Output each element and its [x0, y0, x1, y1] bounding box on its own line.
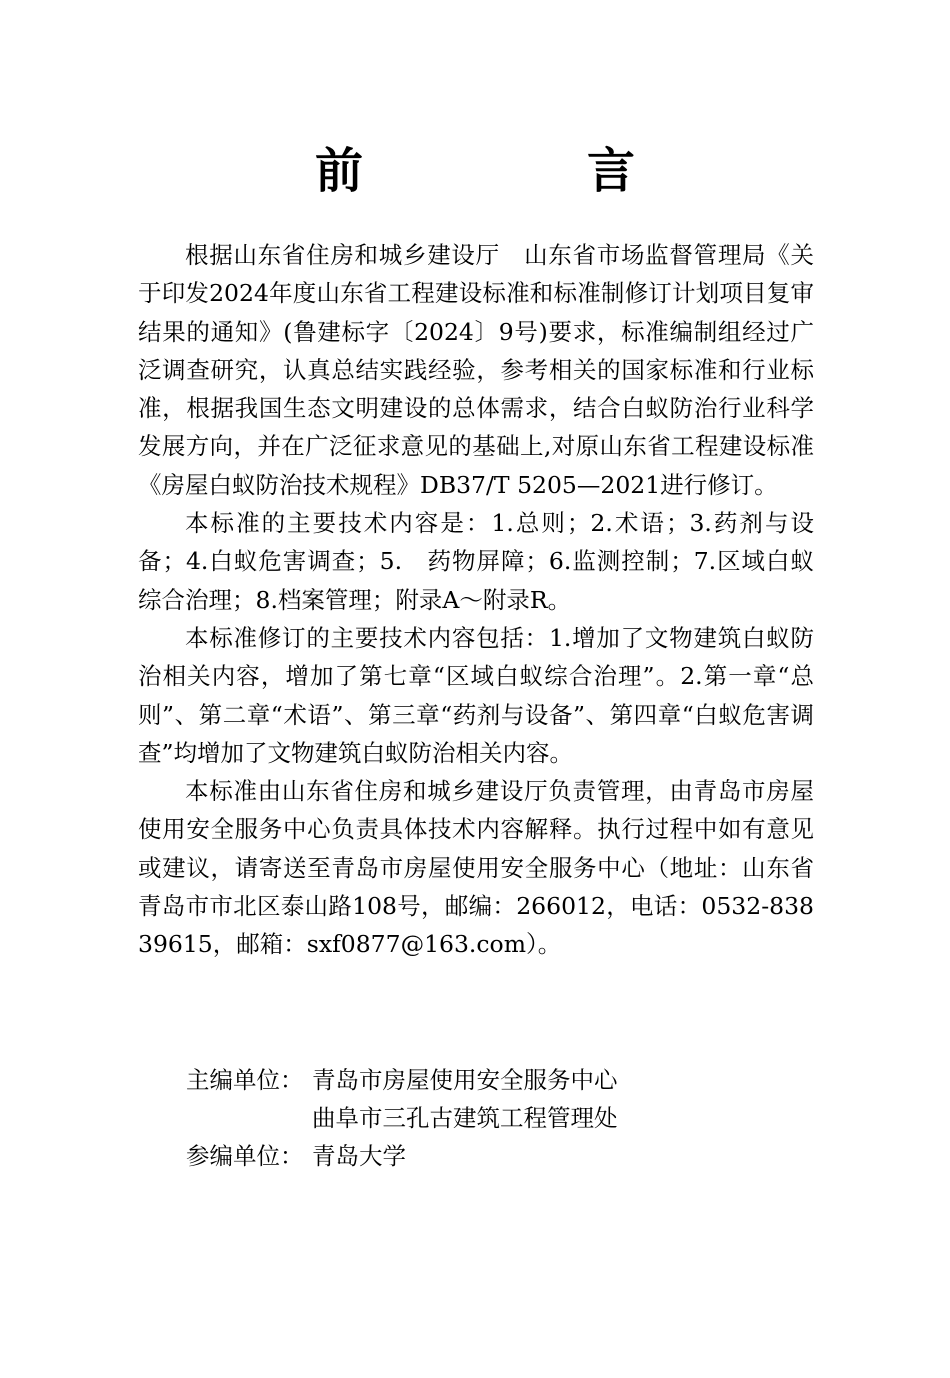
- participant-unit: 青岛大学: [312, 1142, 406, 1170]
- chief-editor-row: [186, 1099, 618, 1137]
- chief-editor-row: [186, 1061, 618, 1099]
- participant-label: 参编单位：: [186, 1142, 304, 1170]
- paragraph-main-content: 本标准的主要技术内容是：1.总则；2.术语；3.药剂与设备；4.白蚁危害调查；5. 药物屏障；6.监测控制；7.区域白蚁综合治理；8.档案管理；附录A～附录R。: [138, 509, 814, 614]
- chief-editor-label: 主编单位：: [186, 1066, 304, 1094]
- preface-body: [138, 236, 814, 964]
- label-spacer: [186, 1099, 312, 1137]
- page-title: 前 言: [314, 143, 723, 199]
- chief-editor-unit: 曲阜市三孔古建筑工程管理处: [312, 1104, 618, 1132]
- paragraph-revision-content: 本标准修订的主要技术内容包括：1.增加了文物建筑白蚁防治相关内容，增加了第七章“区域白蚁综合治理”。2.第一章“总则”、第二章“术语”、第三章“药剂与设备”、第四章“白蚁危害调查”均增加了文物建筑白蚁防治相关内容。: [138, 623, 814, 767]
- paragraph-management: 本标准由山东省住房和城乡建设厅负责管理，由青岛市房屋使用安全服务中心负责具体技术内容解释。执行过程中如有意见或建议，请寄送至青岛市房屋使用安全服务中心（地址：山东省青岛市市北区泰山路108号，邮编：266012，电话：0532-83839615，邮箱：sxf0877@163.com）。: [138, 777, 814, 959]
- editing-units: [186, 1061, 618, 1175]
- chief-editor-unit: 青岛市房屋使用安全服务中心: [312, 1066, 618, 1094]
- paragraph-basis: 根据山东省住房和城乡建设厅 山东省市场监督管理局《关于印发2024年度山东省工程建设标准和标准制修订计划项目复审结果的通知》(鲁建标字〔2024〕9号)要求，标准编制组经过广泛调查研究，认真总结实践经验，参考相关的国家标准和行业标准，根据我国生态文明建设的总体需求，结合白蚁防治行业科学发展方向，并在广泛征求意见的基础上,对原山东省工程建设标准《房屋白蚁防治技术规程》DB37/T 5205—2021进行修订。: [138, 241, 814, 499]
- participant-row: [186, 1137, 618, 1175]
